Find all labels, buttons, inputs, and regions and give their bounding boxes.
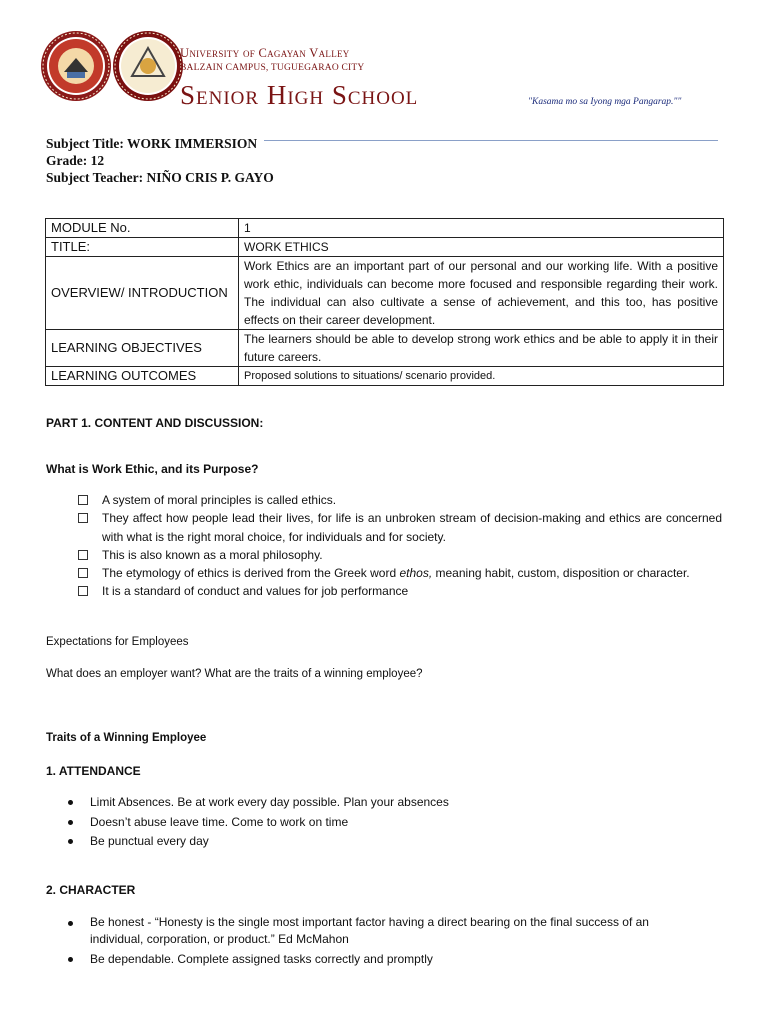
list-item: [78, 564, 722, 582]
module-number-label: MODULE No.: [46, 219, 239, 238]
list-item: [66, 832, 726, 852]
list-item-text: meaning habit, custom, disposition or character.: [432, 566, 690, 581]
learning-outcomes-label: LEARNING OUTCOMES: [46, 367, 239, 386]
list-item: [66, 950, 686, 970]
learning-outcomes-value: Proposed solutions to situations/ scenario provided.: [239, 367, 724, 386]
grade-level: Grade: 12: [46, 153, 105, 168]
campus-name: BALZAIN CAMPUS, TUGUEGARAO CITY: [180, 63, 365, 73]
overview-label: OVERVIEW/ INTRODUCTION: [46, 257, 239, 330]
list-item-text: The etymology of ethics is derived from the Greek word: [102, 566, 400, 581]
list-item-text: It is a standard of conduct and values for job performance: [102, 584, 409, 599]
list-item-text: Be dependable. Complete assigned tasks correctly and promptly: [90, 952, 433, 966]
school-motto: "Kasama mo sa Iyong mga Pangarap."": [528, 97, 682, 107]
character-list: [66, 914, 686, 970]
list-item-text: A system of moral principles is called ethics.: [102, 493, 337, 507]
attendance-list: [66, 793, 726, 852]
table-row: [46, 219, 724, 238]
bullet-icon: [68, 820, 73, 825]
senior-high-school-seal-logo: [112, 30, 184, 102]
list-item-text: Limit Absences. Be at work every day possible. Plan your absences: [90, 795, 449, 809]
bullet-icon: [68, 957, 73, 962]
list-item: [66, 914, 686, 948]
attendance-heading: 1. ATTENDANCE: [46, 764, 141, 778]
checkbox-bullet-icon: [78, 586, 88, 596]
overview-value: Work Ethics are an important part of our personal and our working life. With a positive work ethic, individuals can become more focused and responsible regarding their work. The individual can also cultivate a sense of achievement, and this too, has positive effects on their career development.: [239, 257, 724, 330]
checkbox-bullet-icon: [78, 550, 88, 560]
list-item: [78, 509, 722, 546]
list-item: [78, 546, 722, 564]
module-info-table: [45, 218, 724, 386]
greek-term: ethos,: [399, 566, 433, 581]
header-divider: [264, 140, 718, 141]
part1-question: What is Work Ethic, and its Purpose?: [46, 462, 259, 476]
university-seal-logo: [40, 30, 112, 102]
learning-objectives-value: The learners should be able to develop strong work ethics and be able to apply it in their future careers.: [239, 330, 724, 367]
traits-heading: Traits of a Winning Employee: [46, 732, 207, 744]
table-row: [46, 367, 724, 386]
ethics-definition-list: [78, 491, 722, 601]
list-item-text: They affect how people lead their lives, for life is an unbroken stream of decision-making and ethics are concerned with what is the right moral choice, for individuals and for society.: [102, 511, 722, 544]
list-item-text: Doesn’t abuse leave time. Come to work on time: [90, 814, 349, 829]
list-item: [66, 813, 726, 833]
table-row: [46, 330, 724, 367]
university-name: University of Cagayan Valley: [180, 46, 350, 60]
expectations-question: What does an employer want? What are the traits of a winning employee?: [46, 668, 423, 680]
list-item-text: Be punctual every day: [90, 834, 209, 848]
list-item-text: Be honest - “Honesty is the single most important factor having a direct bearing on the final success of an individual, corporation, or product.” Ed McMahon: [90, 915, 649, 946]
list-item: [78, 582, 722, 600]
subject-title: Subject Title: WORK IMMERSION: [46, 136, 258, 151]
table-row: [46, 238, 724, 257]
school-name: Senior High School: [180, 80, 419, 110]
character-heading: 2. CHARACTER: [46, 883, 136, 897]
module-title-label: TITLE:: [46, 238, 239, 257]
list-item: [66, 793, 726, 813]
bullet-icon: [68, 800, 73, 805]
checkbox-bullet-icon: [78, 495, 88, 505]
learning-objectives-label: LEARNING OBJECTIVES: [46, 330, 239, 367]
checkbox-bullet-icon: [78, 513, 88, 523]
checkbox-bullet-icon: [78, 568, 88, 578]
list-item-text: This is also known as a moral philosophy.: [102, 547, 323, 562]
module-number-value: 1: [239, 219, 724, 238]
part1-heading: PART 1. CONTENT AND DISCUSSION:: [46, 416, 264, 430]
module-title-value: WORK ETHICS: [239, 238, 724, 257]
bullet-icon: [68, 921, 73, 926]
subject-teacher: Subject Teacher: NIÑO CRIS P. GAYO: [46, 170, 274, 185]
bullet-icon: [68, 839, 73, 844]
list-item: [78, 491, 722, 509]
table-row: [46, 257, 724, 330]
expectations-heading: Expectations for Employees: [46, 636, 189, 648]
